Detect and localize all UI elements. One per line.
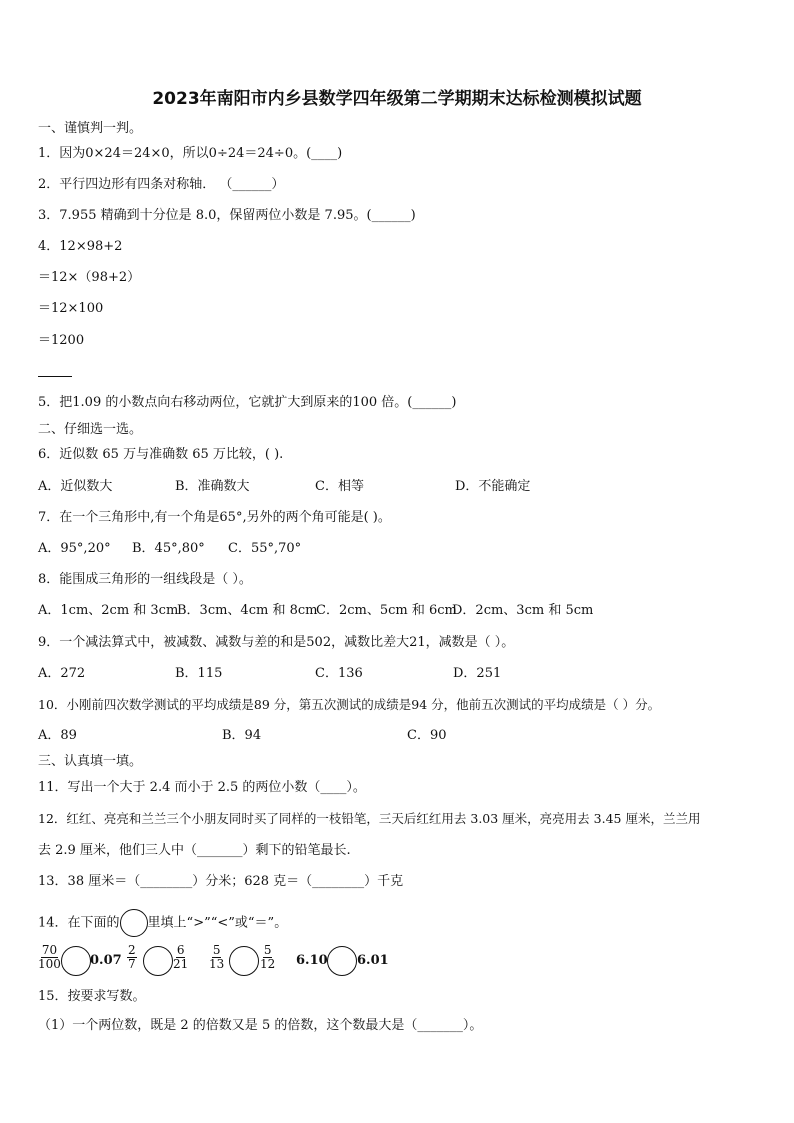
question-12-line-2: 去 2.9 厘米，他们三人中（_______）剩下的铅笔最长. — [38, 843, 351, 858]
fraction-5-13: $\frac{5}{13}$ — [209, 943, 225, 971]
q9-option-a: A．272 — [38, 666, 86, 681]
q9-option-c: C．136 — [315, 666, 363, 681]
q6-option-a: A．近似数大 — [38, 479, 113, 494]
question-13: 13．38 厘米＝（________）分米；628 克＝（________）千克 — [38, 874, 404, 889]
q6-option-b: B．准确数大 — [175, 479, 250, 494]
question-15: 15．按要求写数。 — [38, 989, 146, 1004]
compare-4-left: 6.10 — [296, 953, 328, 968]
q9-option-b: B．115 — [175, 666, 223, 681]
section-1-heading: 一、谨慎判一判。 — [38, 121, 143, 136]
fraction-5-12: $\frac{5}{12}$ — [260, 943, 276, 971]
compare-1-right: 0.07 — [90, 953, 122, 968]
question-6: 6．近似数 65 万与准确数 65 万比较，( ). — [38, 447, 284, 462]
q6-option-d: D．不能确定 — [455, 479, 531, 494]
q8-option-c: C．2cm、5cm 和 6cm — [316, 603, 457, 618]
question-14 — [38, 909, 287, 937]
q9-option-d: D．251 — [453, 666, 502, 681]
q7-option-c: C．55°,70° — [228, 541, 302, 556]
q7-option-a: A．95°,20° — [38, 541, 111, 556]
fraction-2-7: $\frac{2}{7}$ — [128, 943, 136, 971]
q8-option-b: B．3cm、4cm 和 8cm — [177, 603, 318, 618]
question-3: 3．7.955 精确到十分位是 8.0，保留两位小数是 7.95。(______) — [38, 208, 416, 223]
page-title: 2023年南阳市内乡县数学四年级第二学期期末达标检测模拟试题 — [152, 89, 642, 109]
q8-option-d: D．2cm、3cm 和 5cm — [452, 603, 594, 618]
question-5: 5．把1.09 的小数点向右移动两位，它就扩大到原来的100 倍。(______) — [38, 395, 457, 410]
q8-option-a: A．1cm、2cm 和 3cm — [38, 603, 179, 618]
question-9: 9．一个减法算式中，被减数、减数与差的和是502，减数比差大21，减数是（ ）。 — [38, 635, 515, 650]
question-8: 8．能围成三角形的一组线段是（ ）。 — [38, 572, 252, 587]
question-4-line-2: ＝12×（98+2） — [38, 270, 141, 285]
compare-circle-2[interactable] — [143, 946, 173, 976]
section-3-heading: 三、认真填一填。 — [38, 754, 143, 769]
answer-circle — [120, 909, 148, 937]
q10-option-c: C．90 — [407, 728, 447, 743]
q10-option-b: B．94 — [222, 728, 262, 743]
question-14-text-2: 里填上“>”“<”或“＝”。 — [147, 915, 288, 931]
question-2: 2．平行四边形有四条对称轴． （______） — [38, 177, 285, 192]
question-1: 1．因为0×24＝24×0，所以0÷24＝24÷0。(____) — [38, 146, 343, 161]
compare-4-right: 6.01 — [357, 953, 389, 968]
question-4-line-4: ＝1200 — [38, 333, 85, 348]
q6-option-c: C．相等 — [315, 479, 364, 494]
fraction-70-100: $\frac{70}{100}$ — [38, 943, 61, 971]
compare-circle-4[interactable] — [327, 946, 357, 976]
question-4-line-3: ＝12×100 — [38, 301, 104, 316]
question-7: 7．在一个三角形中,有一个角是65°,另外的两个角可能是( )。 — [38, 510, 391, 525]
question-11: 11．写出一个大于 2.4 而小于 2.5 的两位小数（____）。 — [38, 780, 366, 795]
question-4-line-1: 4．12×98+2 — [38, 239, 123, 254]
q7-option-b: B．45°,80° — [132, 541, 205, 556]
question-10: 10．小刚前四次数学测试的平均成绩是89 分，第五次测试的成绩是94 分，他前五次测试的平均成绩是（ ）分。 — [38, 697, 661, 712]
compare-circle-3[interactable] — [229, 946, 259, 976]
answer-blank-line — [38, 376, 72, 377]
question-14-text-1: 14．在下面的 — [38, 915, 120, 931]
question-15-part-1: （1）一个两位数，既是 2 的倍数又是 5 的倍数，这个数最大是（_______）。 — [38, 1018, 483, 1033]
question-12-line-1: 12．红红、亮亮和兰兰三个小朋友同时买了同样的一枝铅笔，三天后红红用去 3.03 厘米，亮亮用去 3.45 厘米，兰兰用 — [38, 811, 701, 826]
section-2-heading: 二、仔细选一选。 — [38, 422, 143, 437]
fraction-6-21: $\frac{6}{21}$ — [173, 943, 189, 971]
compare-circle-1[interactable] — [61, 946, 91, 976]
q10-option-a: A．89 — [38, 728, 77, 743]
